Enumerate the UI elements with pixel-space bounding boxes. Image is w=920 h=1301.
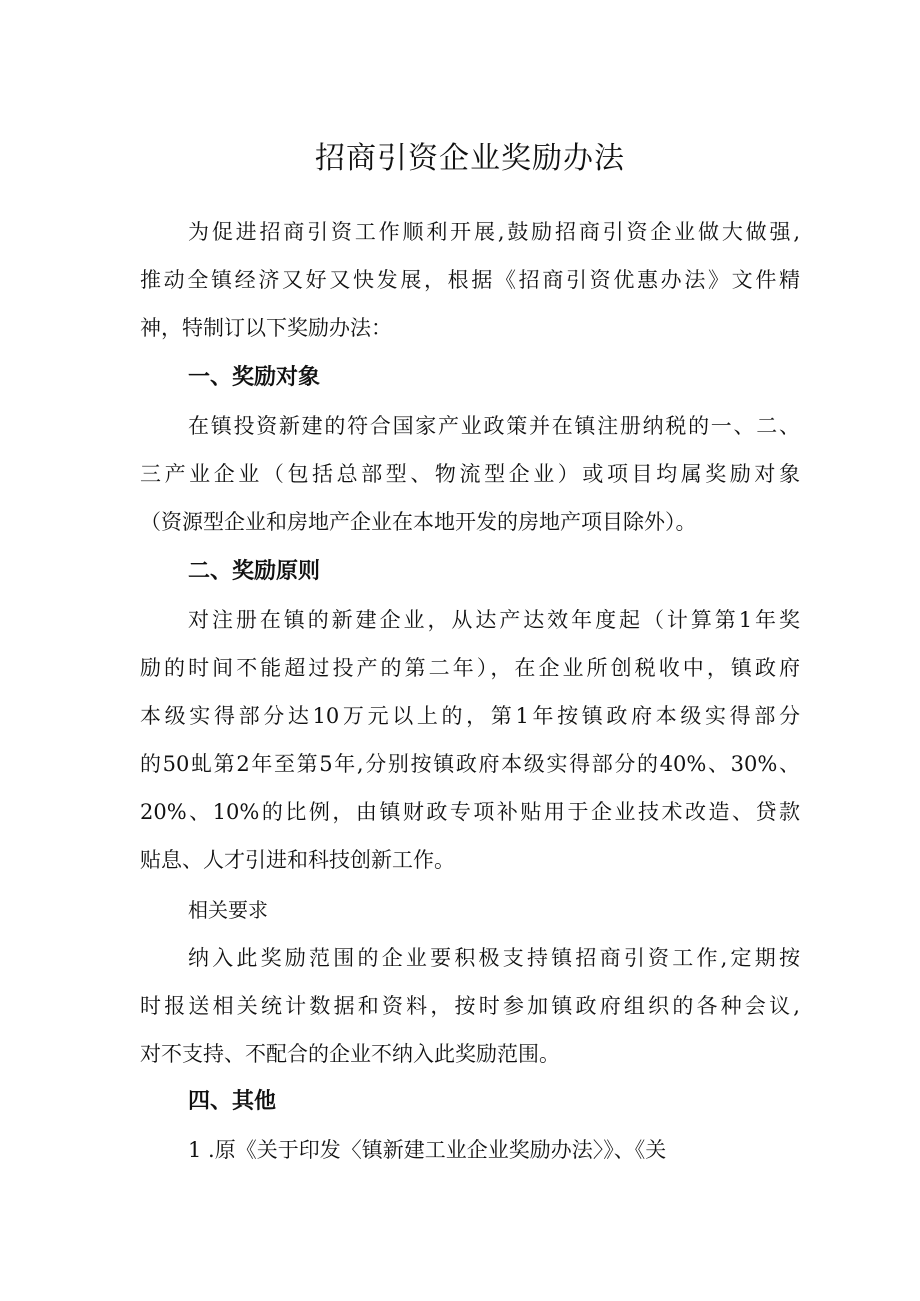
section-3-paragraph <box>140 934 800 1078</box>
section-2-paragraph <box>140 596 800 884</box>
section-2-line-5: 20%、10%的比例，由镇财政专项补贴用于企业技术改造、贷款 <box>140 800 800 824</box>
section-1-line-1: 在镇投资新建的符合国家产业政策并在镇注册纳税的一、二、 <box>188 414 800 438</box>
section-2-line-4: 的50虬第2年至第5年,分别按镇政府本级实得部分的40%、30%、 <box>140 752 800 776</box>
section-3-line-2: 时报送相关统计数据和资料，按时参加镇政府组织的各种会议, <box>140 994 800 1018</box>
section-2-line-1: 对注册在镇的新建企业，从达产达效年度起（计算第1年奖 <box>188 608 800 632</box>
section-1-paragraph <box>140 402 800 546</box>
section-4-paragraph <box>140 1126 800 1174</box>
section-2-line-2: 励的时间不能超过投产的第二年），在企业所创税收中，镇政府 <box>140 656 800 680</box>
intro-line-3: 神，特制订以下奖励办法： <box>140 316 392 340</box>
section-3-heading: 相关要求 <box>188 898 268 922</box>
section-2-line-6: 贴息、人才引进和科技创新工作。 <box>140 848 455 872</box>
section-1-line-3: （资源型企业和房地产企业在本地开发的房地产项目除外）。 <box>140 510 697 534</box>
intro-line-2: 推动全镇经济又好又快发展，根据《招商引资优惠办法》文件精 <box>140 268 800 292</box>
section-1-heading: 一、奖励对象 <box>188 365 321 390</box>
document-title: 招商引资企业奖励办法 <box>315 141 625 176</box>
section-3-line-1: 纳入此奖励范围的企业要积极支持镇招商引资工作,定期按 <box>188 946 800 970</box>
section-2-heading: 二、奖励原则 <box>188 559 321 584</box>
section-4-heading: 四、其他 <box>188 1089 277 1114</box>
section-4-line-1: 1 .原《关于印发〈镇新建工业企业奖励办法〉》、《关 <box>188 1138 667 1162</box>
section-2-line-3: 本级实得部分达10万元以上的，第1年按镇政府本级实得部分 <box>140 704 800 728</box>
section-3-line-3: 对不支持、不配合的企业不纳入此奖励范围。 <box>140 1042 560 1066</box>
intro-paragraph <box>140 208 800 352</box>
section-1-line-2: 三产业企业（包括总部型、物流型企业）或项目均属奖励对象 <box>140 462 800 486</box>
intro-line-1: 为促进招商引资工作顺利开展,鼓励招商引资企业做大做强, <box>188 220 800 244</box>
